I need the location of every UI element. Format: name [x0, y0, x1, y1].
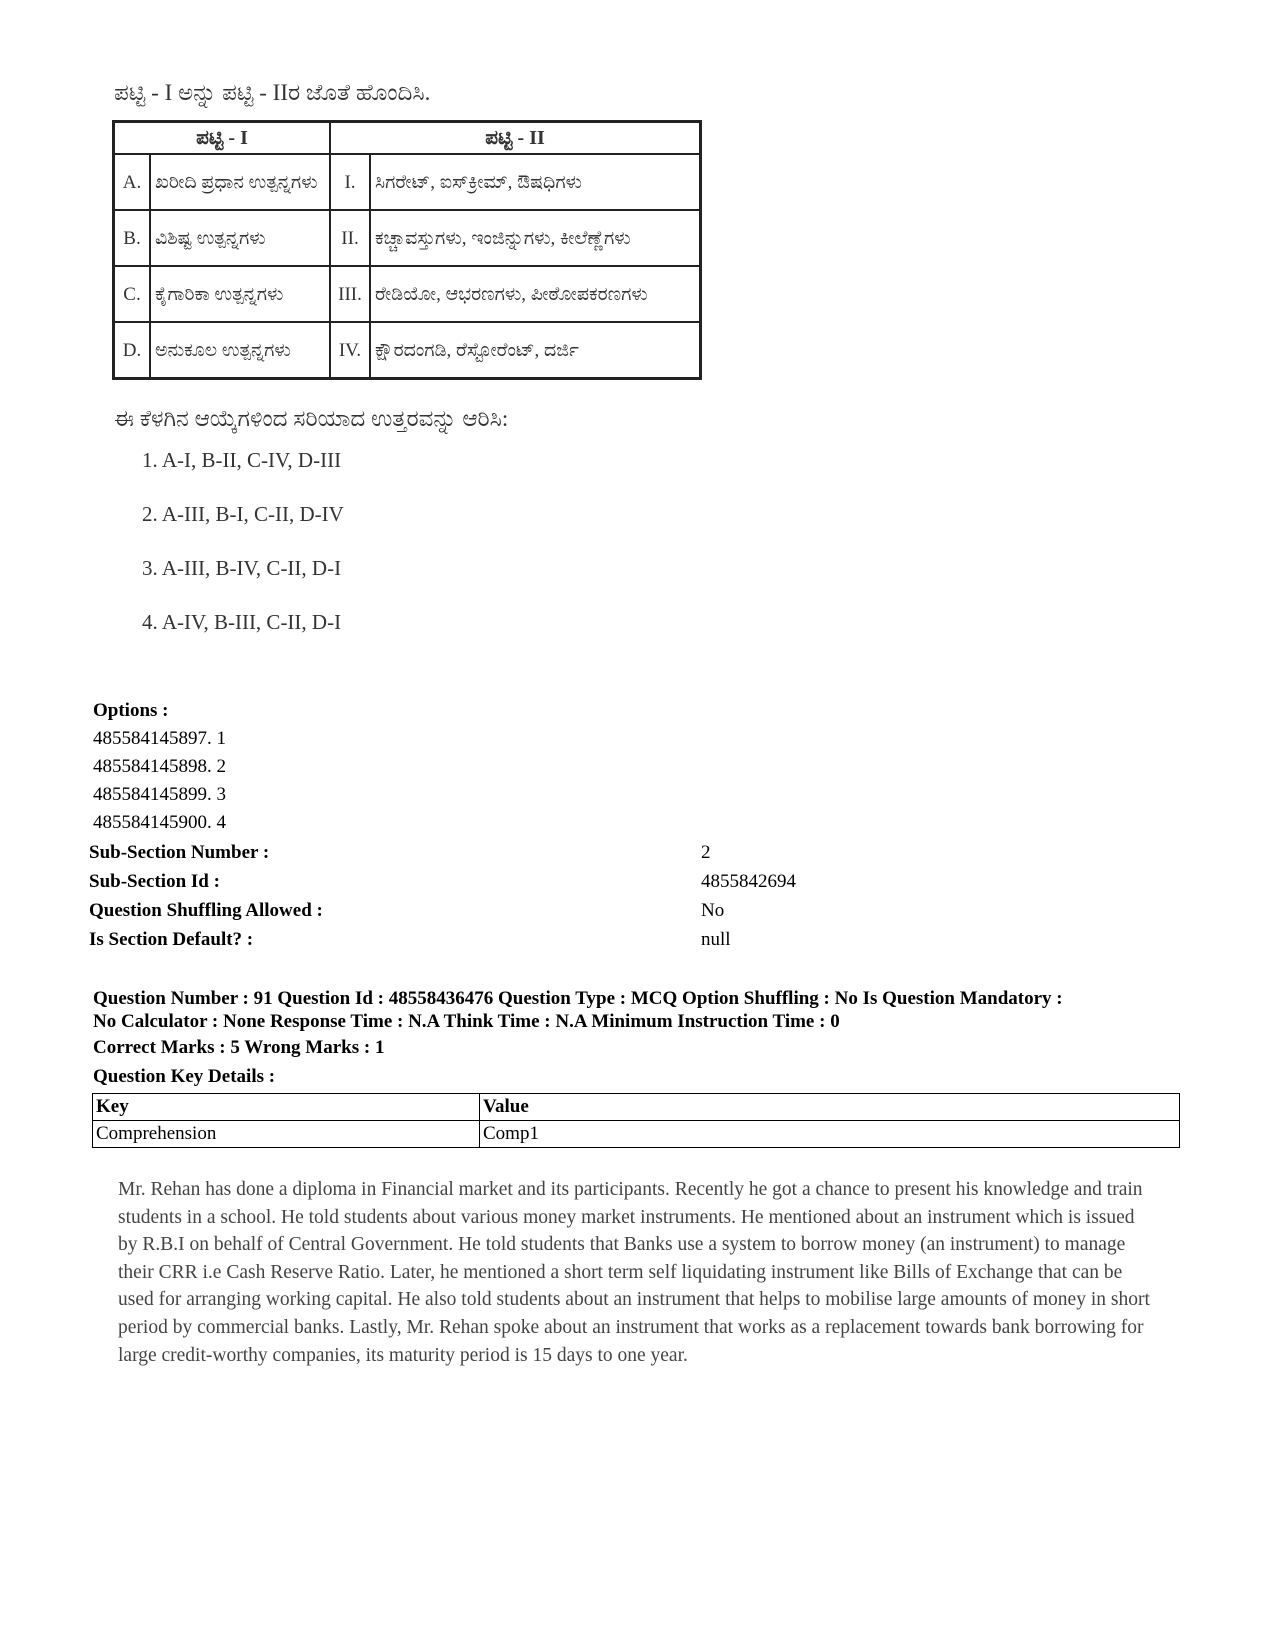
answer-choice: 3. A-III, B-IV, C-II, D-I	[142, 556, 342, 580]
right-text: ಕಚ್ಚಾವಸ್ತುಗಳು, ಇಂಜಿನ್ನುಗಳು, ಕೀಲೆಣ್ಣೆಗಳು	[370, 210, 701, 266]
question-image	[112, 80, 752, 664]
key-table	[92, 1093, 1180, 1148]
key-details-heading: Question Key Details :	[93, 1066, 276, 1087]
value-cell: Comp1	[480, 1121, 1180, 1148]
subsection-value: No	[701, 900, 725, 921]
option-item: 485584145900. 4	[93, 812, 226, 833]
right-label: IV.	[330, 322, 370, 379]
options-heading: Options :	[93, 700, 169, 721]
key-table-header	[93, 1094, 1180, 1121]
left-label: A.	[114, 154, 151, 210]
left-text: ಅನುಕೂಲ ಉತ್ಪನ್ನಗಳು	[150, 322, 330, 379]
question-info-line: Question Number : 91 Question Id : 48558436476 Question Type : MCQ Option Shuffling : No Is Question Mandatory :	[93, 988, 1063, 1009]
comprehension-passage: Mr. Rehan has done a diploma in Financial market and its participants. Recently he got a chance to present his knowledge and train students in a school. He told students about various money market instruments. He mentioned about an instrument which is issued by R.B.I on behalf of Central Government. He told students that Banks use a system to borrow money (an instrument) to manage their CRR i.e Cash Reserve Ratio. Later, he mentioned a short term self liquidating instrument like Bills of Exchange that can be used for arranging working capital. He also told students about an instrument that helps to mobilise large amounts of money in short period by commercial banks. Lastly, Mr. Rehan spoke about an instrument that works as a replacement towards bank borrowing for large credit-worthy companies, its maturity period is 15 days to one year.	[118, 1179, 1150, 1366]
subsection-value: 4855842694	[701, 871, 796, 892]
subsection-value: null	[701, 929, 731, 950]
question-info-line: No Calculator : None Response Time : N.A Think Time : N.A Minimum Instruction Time : 0	[93, 1011, 840, 1032]
left-text: ಖರೀದಿ ಪ್ರಧಾನ ಉತ್ಪನ್ನಗಳು	[150, 154, 330, 210]
right-text: ಕ್ಷೌರದಂಗಡಿ, ರೆಸ್ಟೋರೆಂಟ್, ದರ್ಜಿ	[370, 322, 701, 379]
left-label: C.	[114, 266, 151, 322]
table-row	[93, 1121, 1180, 1148]
left-text: ಕೈಗಾರಿಕಾ ಉತ್ಪನ್ನಗಳು	[150, 266, 330, 322]
right-label: III.	[330, 266, 370, 322]
subsection-row	[89, 929, 1189, 958]
answer-choice: 4. A-IV, B-III, C-II, D-I	[142, 610, 342, 634]
option-item: 485584145897. 1	[93, 728, 226, 749]
subsection-label: Sub-Section Id :	[89, 871, 220, 892]
question-info	[93, 987, 1193, 1033]
answer-prompt: ಈ ಕೆಳಗಿನ ಆಯ್ಕೆಗಳಿಂದ ಸರಿಯಾದ ಉತ್ತರವನ್ನು ಆರಿಸಿ:	[114, 406, 509, 431]
left-label: B.	[114, 210, 151, 266]
match-table-header	[114, 122, 701, 155]
subsection-row	[89, 842, 1189, 871]
option-item: 485584145898. 2	[93, 756, 226, 777]
subsection-label: Sub-Section Number :	[89, 842, 270, 863]
match-row	[114, 322, 701, 379]
subsection-label: Question Shuffling Allowed :	[89, 900, 323, 921]
match-instruction: ಪಟ್ಟಿ - I ಅನ್ನು ಪಟ್ಟಿ - IIರ ಜೊತೆ ಹೊಂದಿಸಿ.	[114, 80, 431, 105]
key-cell: Comprehension	[93, 1121, 480, 1148]
list-2-header: ಪಟ್ಟಿ - II	[330, 122, 701, 155]
left-label: D.	[114, 322, 151, 379]
match-row	[114, 154, 701, 210]
right-text: ರೇಡಿಯೋ, ಆಭರಣಗಳು, ಪೀಠೋಪಕರಣಗಳು	[370, 266, 701, 322]
list-1-header: ಪಟ್ಟಿ - I	[114, 122, 331, 155]
subsection-details	[89, 842, 1189, 958]
right-label: I.	[330, 154, 370, 210]
match-row	[114, 210, 701, 266]
answer-choice: 2. A-III, B-I, C-II, D-IV	[142, 502, 344, 526]
marks-line: Correct Marks : 5 Wrong Marks : 1	[93, 1037, 385, 1058]
right-text: ಸಿಗರೇಟ್, ಐಸ್‌ಕ್ರೀಮ್, ಔಷಧಿಗಳು	[370, 154, 701, 210]
right-label: II.	[330, 210, 370, 266]
subsection-value: 2	[701, 842, 711, 863]
subsection-row	[89, 871, 1189, 900]
subsection-row	[89, 900, 1189, 929]
value-header: Value	[480, 1094, 1180, 1121]
match-row	[114, 266, 701, 322]
answer-choice: 1. A-I, B-II, C-IV, D-III	[142, 448, 342, 472]
option-item: 485584145899. 3	[93, 784, 226, 805]
match-table	[112, 120, 702, 380]
subsection-label: Is Section Default? :	[89, 929, 254, 950]
options-list	[93, 697, 226, 837]
key-header: Key	[93, 1094, 480, 1121]
left-text: ವಿಶಿಷ್ಟ ಉತ್ಪನ್ನಗಳು	[150, 210, 330, 266]
